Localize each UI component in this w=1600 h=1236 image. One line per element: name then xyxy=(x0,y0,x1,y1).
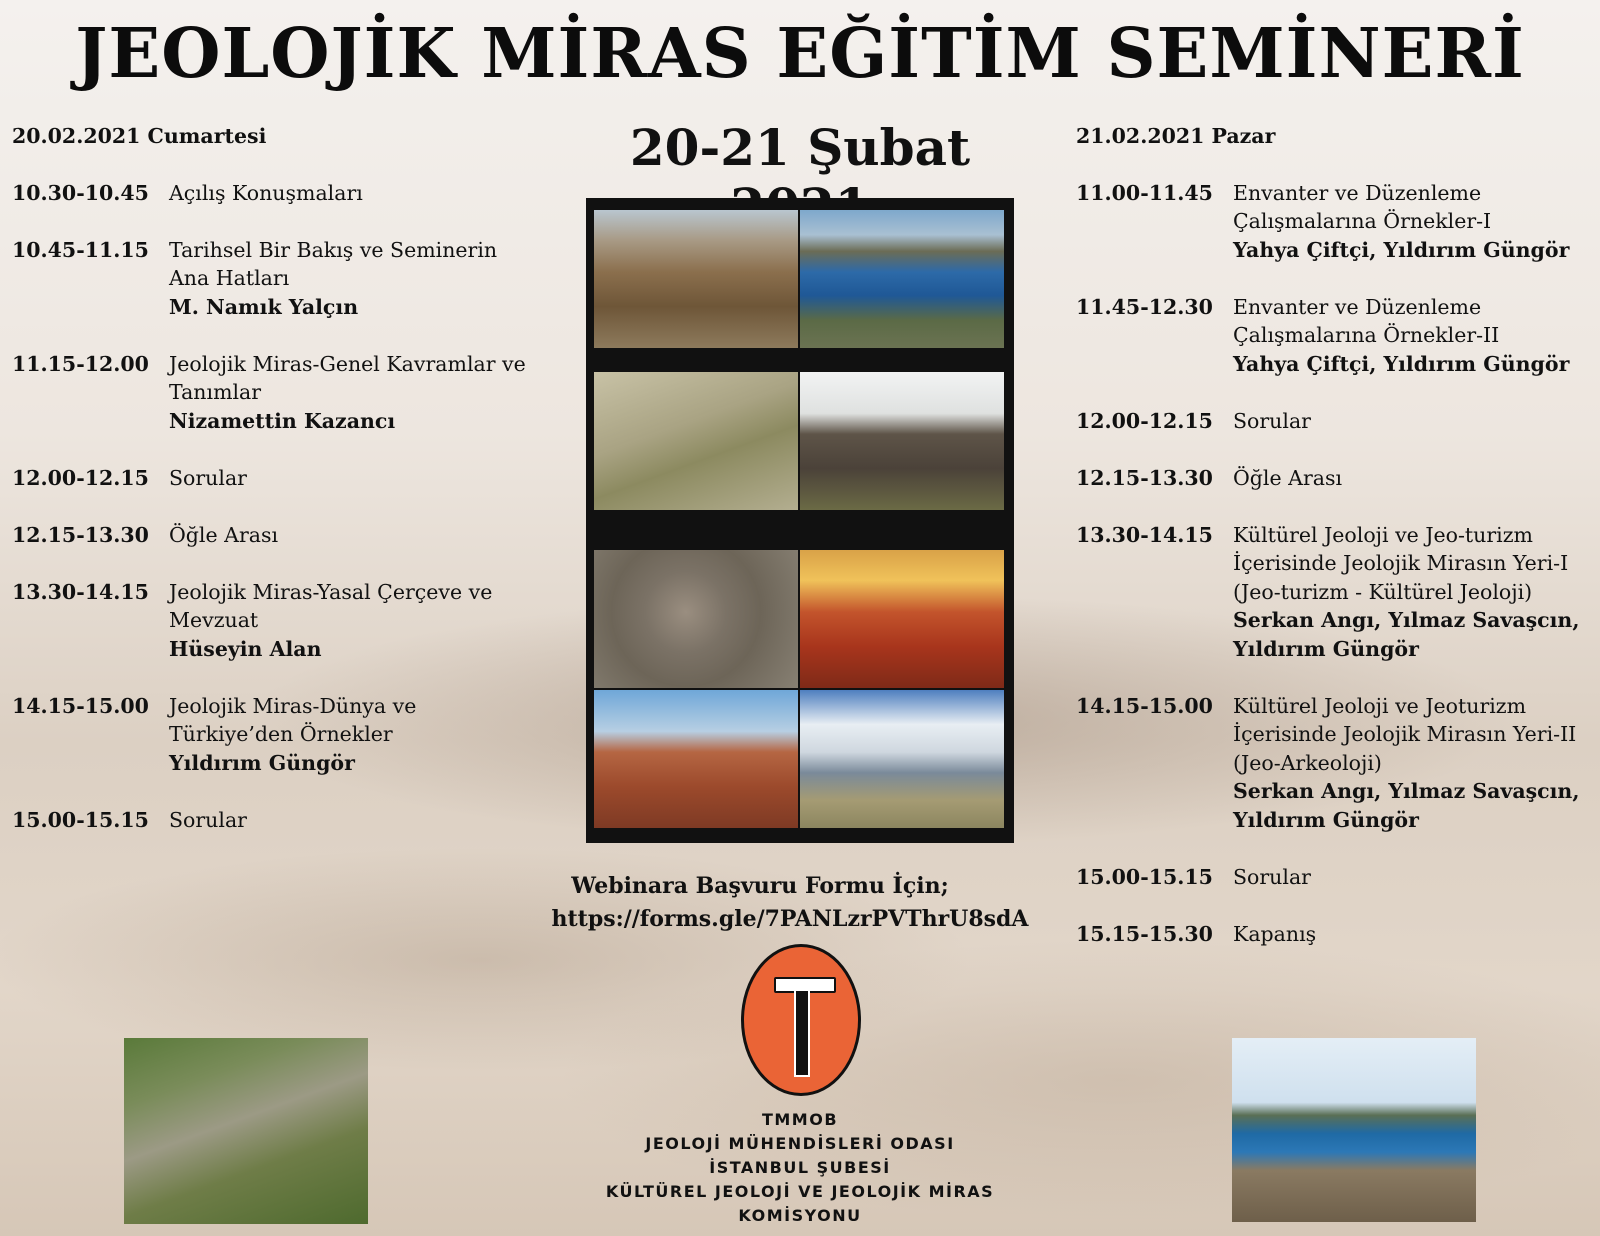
schedule-entry xyxy=(1076,293,1596,379)
entry-body xyxy=(169,806,532,835)
day1-entries xyxy=(12,179,532,835)
photo-stream-valley xyxy=(594,372,798,510)
schedule-entry xyxy=(1076,179,1596,265)
schedule-entry xyxy=(12,464,532,493)
entry-speaker: Hüseyin Alan xyxy=(169,636,322,661)
entry-time: 12.15-13.30 xyxy=(1076,465,1213,490)
entry-speaker: Yahya Çiftçi, Yıldırım Güngör xyxy=(1233,351,1570,376)
entry-time: 11.00-11.45 xyxy=(1076,180,1213,205)
entry-time: 13.30-14.15 xyxy=(12,579,149,604)
photo-fairy-chimneys xyxy=(594,690,798,828)
schedule-entry xyxy=(12,179,532,208)
entry-body xyxy=(1233,464,1596,493)
entry-speaker: Yahya Çiftçi, Yıldırım Güngör xyxy=(1233,237,1570,262)
entry-topic: Kapanış xyxy=(1233,921,1317,946)
entry-topic: Envanter ve Düzenleme Çalışmalarına Örnekler-II xyxy=(1233,294,1500,347)
form-label: Webinara Başvuru Formu İçin; xyxy=(571,873,949,899)
event-dates: 20-21 Şubat xyxy=(629,118,971,177)
entry-topic: Kültürel Jeoloji ve Jeo-turizm İçerisinde Jeolojik Mirasın Yeri-I (Jeo-turizm - Kültürel Jeoloji) xyxy=(1233,522,1569,604)
entry-time: 12.00-12.15 xyxy=(12,465,149,490)
entry-topic: Sorular xyxy=(169,807,247,832)
rock-hammer-icon xyxy=(741,944,861,1096)
entry-body xyxy=(169,521,532,550)
entry-body xyxy=(1233,179,1596,265)
entry-topic: Sorular xyxy=(169,465,247,490)
photo-ancient-columns xyxy=(124,1038,368,1224)
entry-body xyxy=(1233,521,1596,664)
entry-topic: Jeolojik Miras-Yasal Çerçeve ve Mevzuat xyxy=(169,579,493,632)
schedule-entry xyxy=(12,806,532,835)
entry-time: 11.15-12.00 xyxy=(12,351,149,376)
entry-topic: Öğle Arası xyxy=(1233,465,1343,490)
entry-time: 10.45-11.15 xyxy=(12,237,149,262)
entry-body xyxy=(1233,407,1596,436)
entry-speaker: Nizamettin Kazancı xyxy=(169,408,396,433)
geoheritage-photo-grid xyxy=(586,198,1014,843)
day1-schedule xyxy=(12,122,532,863)
entry-body xyxy=(169,692,532,778)
entry-topic: Jeolojik Miras-Dünya ve Türkiye’den Örnekler xyxy=(169,693,417,746)
photo-coastal-rock xyxy=(1232,1038,1476,1222)
schedule-entry xyxy=(12,692,532,778)
entry-time: 15.00-15.15 xyxy=(1076,864,1213,889)
photo-crater-lake xyxy=(800,210,1004,348)
photo-rock-hill xyxy=(800,372,1004,510)
entry-time: 15.15-15.30 xyxy=(1076,921,1213,946)
entry-time: 14.15-15.00 xyxy=(12,693,149,718)
entry-body xyxy=(169,236,532,322)
entry-time: 12.00-12.15 xyxy=(1076,408,1213,433)
schedule-entry xyxy=(1076,521,1596,664)
entry-time: 15.00-15.15 xyxy=(12,807,149,832)
entry-body xyxy=(1233,863,1596,892)
entry-topic: Sorular xyxy=(1233,408,1311,433)
entry-body xyxy=(169,179,532,208)
photo-ruins-plateau xyxy=(594,210,798,348)
entry-body xyxy=(169,578,532,664)
entry-topic: Açılış Konuşmaları xyxy=(169,180,363,205)
schedule-entry xyxy=(1076,407,1596,436)
org-line-5: KOMİSYONU xyxy=(738,1206,862,1225)
entry-topic: Öğle Arası xyxy=(169,522,279,547)
org-line-3: İSTANBUL ŞUBESİ xyxy=(709,1158,891,1177)
entry-topic: Tarihsel Bir Bakış ve Seminerin Ana Hatları xyxy=(169,237,498,290)
schedule-entry xyxy=(12,236,532,322)
organizer-block xyxy=(560,1108,1040,1228)
org-line-4: KÜLTÜREL JEOLOJİ VE JEOLOJİK MİRAS xyxy=(605,1182,995,1201)
entry-time: 14.15-15.00 xyxy=(1076,693,1213,718)
org-line-2: JEOLOJİ MÜHENDİSLERİ ODASI xyxy=(645,1134,955,1153)
schedule-entry xyxy=(1076,920,1596,949)
day1-heading: 20.02.2021 Cumartesi xyxy=(12,124,267,148)
entry-topic: Kültürel Jeoloji ve Jeoturizm İçerisinde Jeolojik Mirasın Yeri-II (Jeo-Arkeoloji) xyxy=(1233,693,1577,775)
schedule-entry xyxy=(1076,692,1596,835)
entry-topic: Sorular xyxy=(1233,864,1311,889)
entry-topic: Jeolojik Miras-Genel Kavramlar ve Tanımlar xyxy=(169,351,526,404)
entry-time: 12.15-13.30 xyxy=(12,522,149,547)
entry-time: 11.45-12.30 xyxy=(1076,294,1213,319)
schedule-entry xyxy=(12,578,532,664)
entry-topic: Envanter ve Düzenleme Çalışmalarına Örnekler-I xyxy=(1233,180,1492,233)
page-title: JEOLOJİK MİRAS EĞİTİM SEMİNERİ xyxy=(75,14,1525,94)
entry-body xyxy=(169,464,532,493)
entry-body xyxy=(1233,920,1596,949)
form-link[interactable]: https://forms.gle/7PANLzrPVThrU8sdA xyxy=(551,906,1029,932)
entry-body xyxy=(1233,692,1596,835)
entry-body xyxy=(1233,293,1596,379)
org-line-1: TMMOB xyxy=(761,1110,839,1129)
schedule-entry xyxy=(1076,464,1596,493)
entry-time: 13.30-14.15 xyxy=(1076,522,1213,547)
entry-speaker: Serkan Angı, Yılmaz Savaşcın, Yıldırım Güngör xyxy=(1233,608,1580,661)
day2-schedule xyxy=(1076,122,1596,977)
day2-heading: 21.02.2021 Pazar xyxy=(1076,124,1276,148)
photo-ammonite-fossil xyxy=(594,550,798,688)
entry-speaker: M. Namık Yalçın xyxy=(169,294,359,319)
entry-time: 10.30-10.45 xyxy=(12,180,149,205)
schedule-entry xyxy=(12,350,532,436)
day2-entries xyxy=(1076,179,1596,949)
application-form-info xyxy=(520,870,1060,936)
photo-red-rock-formation xyxy=(800,550,1004,688)
schedule-entry xyxy=(12,521,532,550)
entry-body xyxy=(169,350,532,436)
entry-speaker: Yıldırım Güngör xyxy=(169,750,355,775)
entry-speaker: Serkan Angı, Yılmaz Savaşcın, Yıldırım Güngör xyxy=(1233,779,1580,832)
photo-gravestones-field xyxy=(800,690,1004,828)
schedule-entry xyxy=(1076,863,1596,892)
hammer-handle xyxy=(794,989,810,1077)
